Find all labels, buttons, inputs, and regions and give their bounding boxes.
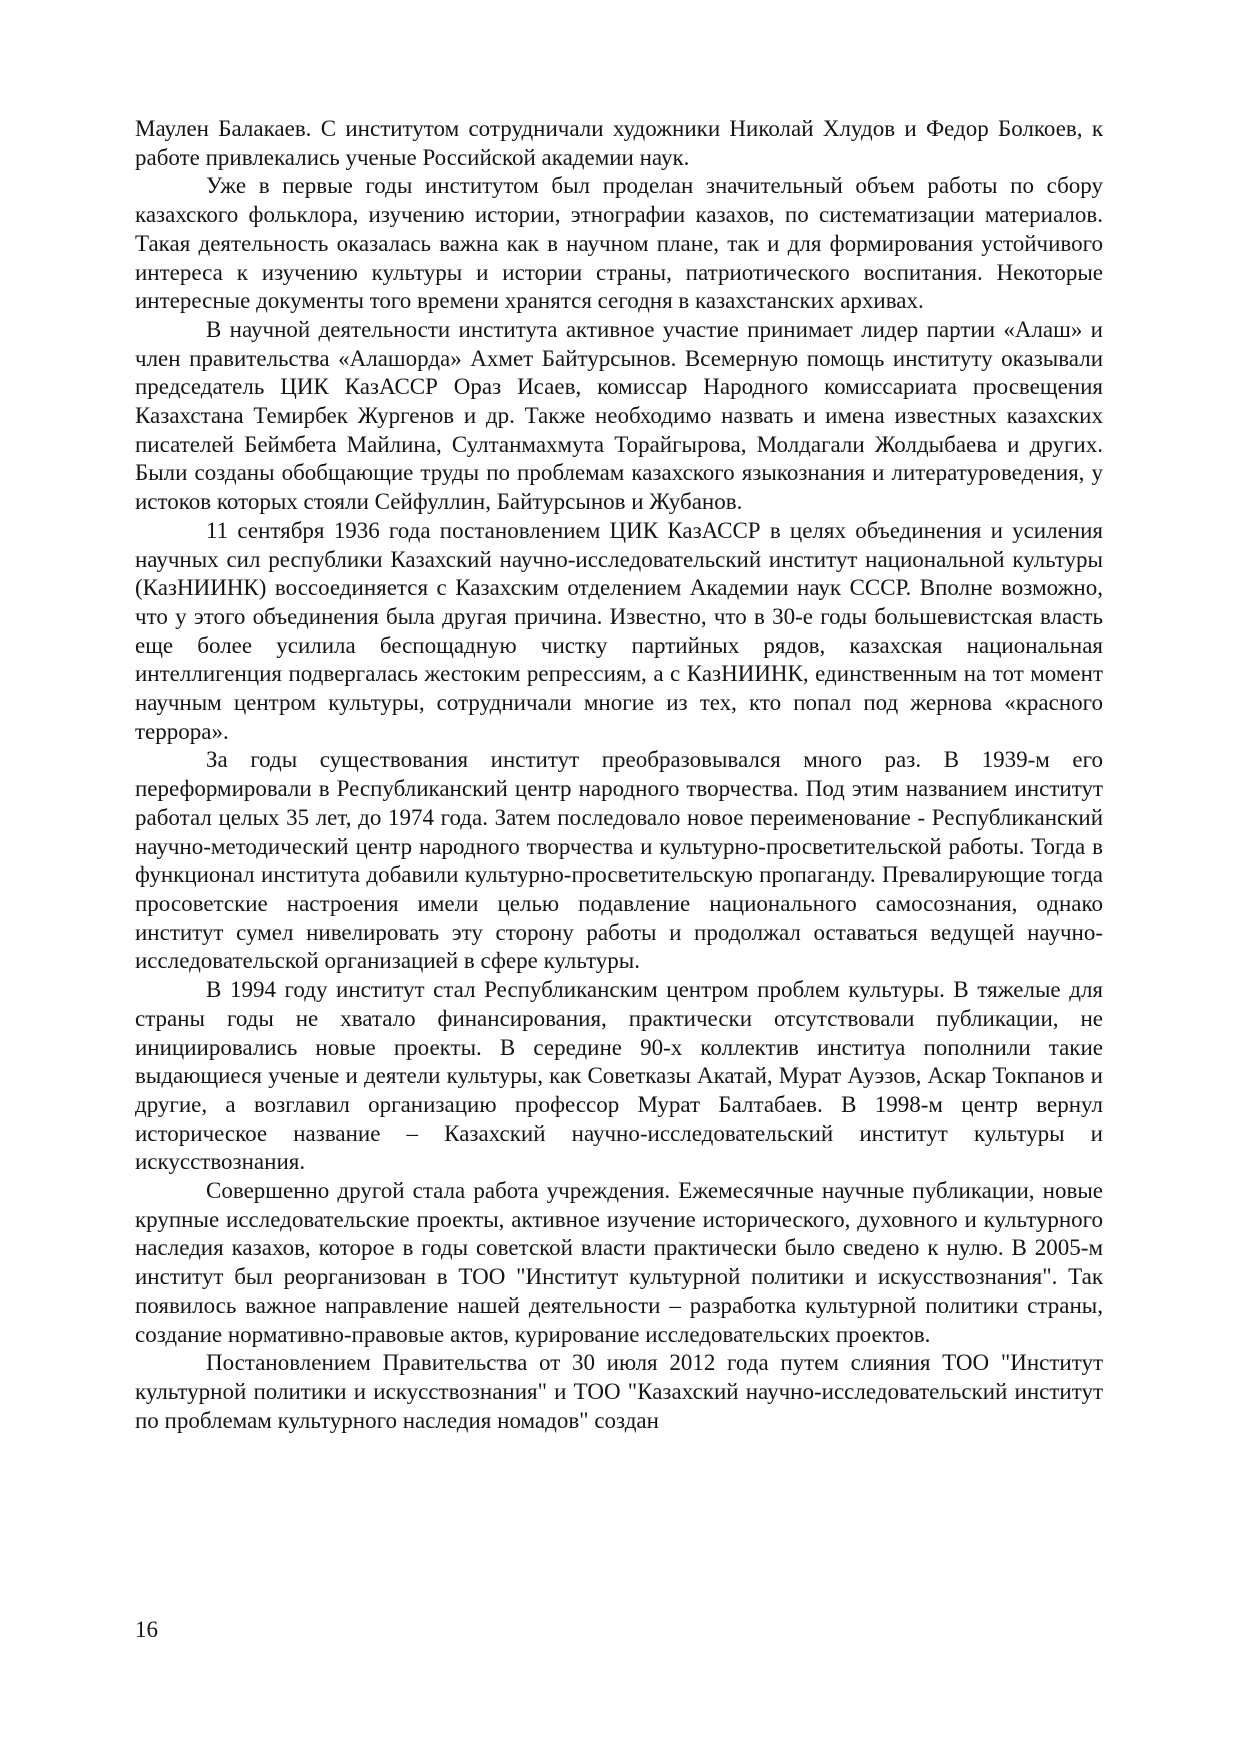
paragraph: Уже в первые годы институтом был проделан значительный объем работы по сбору казахского фольклора, изучению истории, этнографии казахов, по систематизации материалов. Такая деятельность оказалась важна как в научном плане, так и для формирования устойчивого интереса к изучению культуры и истории страны, патриотического воспитания. Некоторые интересные документы того времени хранятся сегодня в казахстанских архивах. — [135, 173, 1103, 314]
paragraph: За годы существования институт преобразовывался много раз. В 1939-м его переформировали в Республиканский центр народного творчества. Под этим названием институт работал целых 35 лет, до 1974 года. Затем последовало новое переименование - Республиканский научно-методический центр народного творчества и культурно-просветительской работы. Тогда в функционал института добавили культурно-просветительскую пропаганду. Превалирующие тогда просоветские настроения имели целью подавление национального самосознания, однако институт сумел нивелировать эту сторону работы и продолжал оставаться ведущей научно-исследовательской организацией в сфере культуры. — [135, 747, 1103, 974]
body-text — [135, 115, 1103, 1435]
paragraph: В 1994 году институт стал Республиканским центром проблем культуры. В тяжелые для страны годы не хватало финансирования, практически отсутствовали публикации, не инициировались новые проекты. В середине 90-х коллектив институа пополнили такие выдающиеся ученые и деятели культуры, как Советказы Акатай, Мурат Ауэзов, Аскар Токпанов и другие, а возглавил организацию профессор Мурат Балтабаев. В 1998-м центр вернул историческое название – Казахский научно-исследовательский институт культуры и искусствознания. — [135, 977, 1103, 1175]
paragraph: В научной деятельности института активное участие принимает лидер партии «Алаш» и член правительства «Алашорда» Ахмет Байтурсынов. Всемерную помощь институту оказывали председатель ЦИК КазАССР Ораз Исаев, комиссар Народного комиссариата просвещения Казахстана Темирбек Жургенов и др. Также необходимо назвать и имена известных казахских писателей Беймбета Майлина, Султанмахмута Торайгырова, Молдагали Жолдыбаева и других. Были созданы обобщающие труды по проблемам казахского языкознания и литературоведения, у истоков которых стояли Сейфуллин, Байтурсынов и Жубанов. — [135, 316, 1103, 515]
paragraph-continuation: Маулен Балакаев. С институтом сотрудничали художники Николай Хлудов и Федор Болкоев, к работе привлекались ученые Российской академии наук. — [135, 116, 1103, 170]
paragraph: Совершенно другой стала работа учреждения. Ежемесячные научные публикации, новые крупные исследовательские проекты, активное изучение исторического, духовного и культурного наследия казахов, которое в годы советской власти практически было сведено к нулю. В 2005-м институт был реорганизован в ТОО "Институт культурной политики и искусствознания". Так появилось важное направление нашей деятельности – разработка культурной политики страны, создание нормативно-правовые актов, курирование исследовательских проектов. — [135, 1178, 1103, 1347]
paragraph: Постановлением Правительства от 30 июля 2012 года путем слияния ТОО "Институт культурной политики и искусствознания" и ТОО "Казахский научно-исследовательский институт по проблемам культурного наследия номадов" создан — [135, 1350, 1103, 1433]
paragraph: 11 сентября 1936 года постановлением ЦИК КазАССР в целях объединения и усиления научных сил республики Казахский научно-исследовательский институт национальной культуры (КазНИИНК) воссоединяется с Казахским отделением Академии наук СССР. Вполне возможно, что у этого объединения была другая причина. Известно, что в 30-е годы большевистская власть еще более усилила беспощадную чистку партийных рядов, казахская национальная интеллигенция подвергалась жестоким репрессиям, а с КазНИИНК, единственным на тот момент научным центром культуры, сотрудничали многие из тех, кто попал под жернова «красного террора». — [135, 517, 1103, 744]
page-number: 16 — [135, 1617, 158, 1642]
